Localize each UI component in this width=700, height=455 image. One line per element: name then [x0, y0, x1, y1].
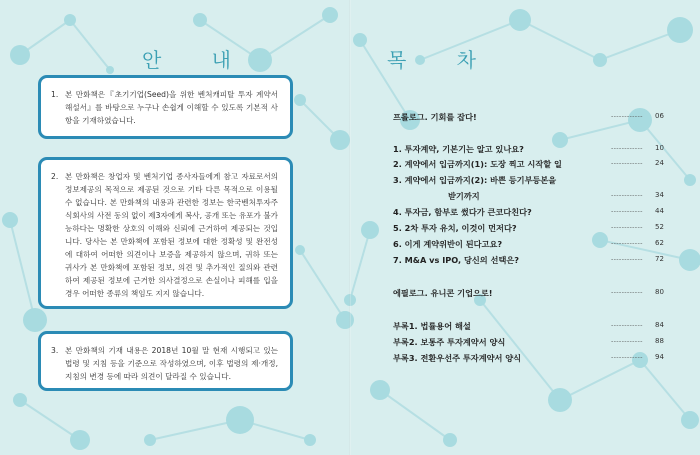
toc-item-title: 1. 투자계약, 기본기는 알고 있나요? — [393, 144, 524, 154]
toc-page-number: 88 — [655, 337, 664, 345]
toc-item-5[interactable] — [393, 223, 668, 234]
toc-leader: ------------ — [611, 159, 643, 167]
page-gutter — [349, 0, 351, 455]
toc-leader: ------------ — [611, 255, 643, 263]
toc-item-title: 5. 2차 투자 유치, 이것이 먼저다? — [393, 223, 517, 233]
toc-leader: ------------ — [611, 112, 643, 120]
notice-number: 3. — [51, 346, 59, 355]
toc-leader: ------------ — [611, 207, 643, 215]
notice-card-3 — [38, 331, 293, 391]
notice-card-1 — [38, 75, 293, 139]
toc-leader: ------------ — [611, 191, 643, 199]
toc-item-4[interactable] — [393, 207, 668, 218]
toc-page-number: 80 — [655, 288, 664, 296]
toc-item-title: 6. 이게 계약위반이 된다고요? — [393, 239, 503, 249]
toc-leader: ------------ — [611, 337, 643, 345]
toc-item-2[interactable] — [393, 159, 668, 170]
toc-leader: ------------ — [611, 144, 643, 152]
toc-page-number: 62 — [655, 239, 664, 247]
toc-item-title: 2. 계약에서 입금까지(1): 도장 찍고 시작할 일 — [393, 159, 562, 169]
toc-item-title: 부록1. 법률용어 해설 — [393, 321, 471, 331]
toc-page-number: 52 — [655, 223, 664, 231]
notice-card-2 — [38, 157, 293, 309]
notice-text: 본 만화책은 창업자 및 벤처기업 종사자들에게 참고 자료로서의 정보제공의 목적으로 제공된 것으로 기타 다른 목적으로 이용될 수 없습니다. 본 만화책의 내용과 관련한 정보는 한국벤처투자주식회사의 사전 동의 없이 제3자에게 복사, 공개 또는 유포가 불가능하다는 명확한 상호의 이해와 신뢰에 근거하여 제공되는 것입니다. 당사는 본 만화책에 포함된 정보에 대한 정확성 및 완전성에 대하여 어떠한 의견이나 보증을 제공하지 않으며, 귀하 또는 귀사가 본 만화책에 포함된 정보, 의견 및 추가적인 질의와 관련하여 제공된 정보에 근거한 의사결정으로 손실이나 피해를 입을 경우 어떠한 종류의 책임도 지지 않습니다. — [65, 172, 278, 298]
guide-title: 안 내 — [142, 48, 253, 72]
notice-number: 1. — [51, 90, 59, 99]
toc-item-title: 3. 계약에서 입금까지(2): 바쁜 등기부등본을 — [393, 175, 557, 185]
toc-page-number: 94 — [655, 353, 664, 361]
toc-item-title: 부록2. 보통주 투자계약서 양식 — [393, 337, 506, 347]
toc-leader: ------------ — [611, 223, 643, 231]
toc-item-epilogue[interactable] — [393, 288, 668, 299]
toc-item-3-cont[interactable] — [393, 191, 668, 202]
toc-item-1[interactable] — [393, 144, 668, 155]
toc-leader: ------------ — [611, 353, 643, 361]
toc-page-number: 84 — [655, 321, 664, 329]
toc-item-prologue[interactable] — [393, 112, 668, 123]
toc-title: 목 차 — [387, 48, 498, 72]
toc-leader: ------------ — [611, 239, 643, 247]
toc-page-number: 72 — [655, 255, 664, 263]
toc-item-appendix-1[interactable] — [393, 321, 668, 332]
notice-text: 본 만화책은『초기기업(Seed)을 위한 벤처캐피탈 투자 계약서 해설서』를 바탕으로 누구나 손쉽게 이해할 수 있도록 기본적 사항을 기재하였습니다. — [65, 90, 278, 125]
toc-item-appendix-2[interactable] — [393, 337, 668, 348]
notice-number: 2. — [51, 172, 59, 181]
toc-leader: ------------ — [611, 288, 643, 296]
toc-item-3[interactable] — [393, 175, 668, 186]
toc-item-title: 7. M&A vs IPO, 당신의 선택은? — [393, 255, 520, 265]
toc-item-appendix-3[interactable] — [393, 353, 668, 364]
toc-item-title: 에필로그. 유니콘 기업으로! — [393, 288, 493, 298]
toc-item-title: 프롤로그. 기회를 잡다! — [393, 112, 477, 122]
toc-leader: ------------ — [611, 321, 643, 329]
toc-item-6[interactable] — [393, 239, 668, 250]
toc-item-title: 부록3. 전환우선주 투자계약서 양식 — [393, 353, 522, 363]
toc-item-title: 받기까지 — [448, 191, 480, 201]
toc-page-number: 24 — [655, 159, 664, 167]
toc-item-title: 4. 투자금, 함부로 썼다가 큰코다친다? — [393, 207, 532, 217]
toc-page-number: 06 — [655, 112, 664, 120]
toc-item-7[interactable] — [393, 255, 668, 266]
notice-text: 본 만화책의 기재 내용은 2018년 10월 말 현재 시행되고 있는 법령 및 지침 등을 기준으로 작성하였으며, 이후 법령의 제·개정, 지침의 변경 등에 따라 의견이 달라질 수 있습니다. — [65, 346, 278, 381]
toc-page-number: 34 — [655, 191, 664, 199]
toc-page-number: 44 — [655, 207, 664, 215]
toc-page-number: 10 — [655, 144, 664, 152]
